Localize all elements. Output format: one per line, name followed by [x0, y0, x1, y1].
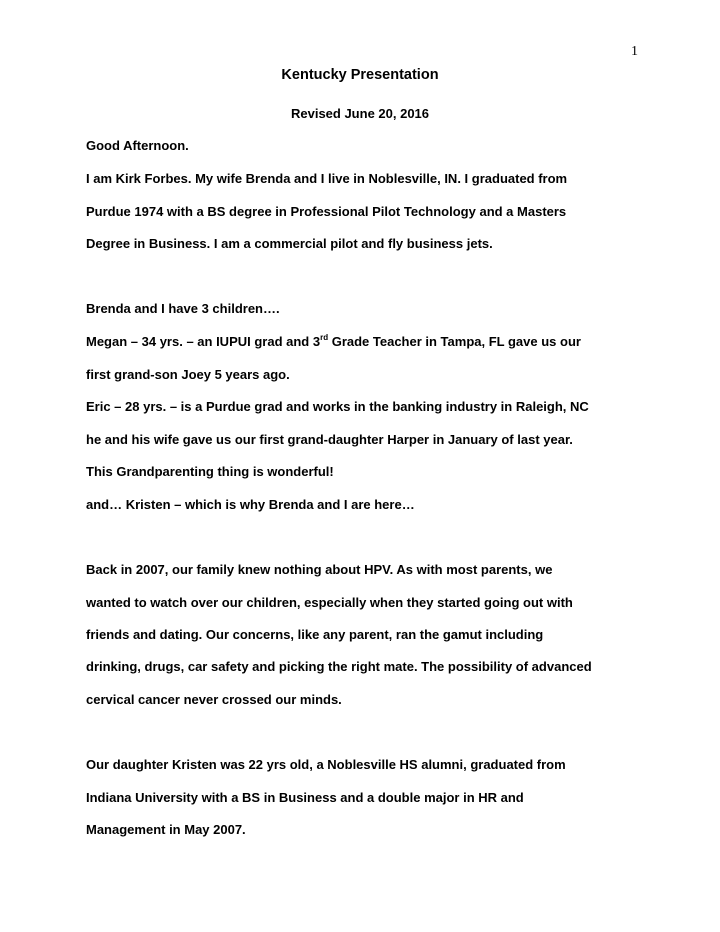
- intro-line-1: I am Kirk Forbes. My wife Brenda and I live in Noblesville, IN. I graduated from: [86, 171, 568, 186]
- eric-line-1: Eric – 28 yrs. – is a Purdue grad and works in the banking industry in Raleigh, NC: [86, 399, 589, 414]
- kristen-line: and… Kristen – which is why Brenda and I are here…: [86, 497, 415, 512]
- kristen-para-line-3: Management in May 2007.: [86, 822, 246, 837]
- eric-line-2: he and his wife gave us our first grand-daughter Harper in January of last year.: [86, 432, 573, 447]
- background-line-2: wanted to watch over our children, especially when they started going out with: [86, 595, 573, 610]
- children-heading: Brenda and I have 3 children….: [86, 301, 280, 316]
- greeting: Good Afternoon.: [86, 138, 189, 153]
- megan-line-2: first grand-son Joey 5 years ago.: [86, 367, 290, 382]
- kristen-para-line-2: Indiana University with a BS in Business and a double major in HR and: [86, 790, 524, 805]
- background-line-4: drinking, drugs, car safety and picking the right mate. The possibility of advanced: [86, 659, 592, 674]
- kristen-para-line-1: Our daughter Kristen was 22 yrs old, a Noblesville HS alumni, graduated from: [86, 757, 566, 772]
- grandparenting-line: This Grandparenting thing is wonderful!: [86, 464, 334, 479]
- background-line-3: friends and dating. Our concerns, like any parent, ran the gamut including: [86, 627, 544, 642]
- intro-line-3: Degree in Business. I am a commercial pilot and fly business jets.: [86, 236, 493, 251]
- document-title: Kentucky Presentation: [281, 67, 439, 83]
- megan-line-1: [86, 334, 581, 350]
- intro-line-2: Purdue 1974 with a BS degree in Professional Pilot Technology and a Masters: [86, 204, 567, 219]
- megan-text-post: Grade Teacher in Tampa, FL gave us our: [328, 334, 581, 349]
- megan-text-pre: Megan – 34 yrs. – an IUPUI grad and 3: [86, 334, 321, 349]
- ordinal-superscript: rd: [320, 332, 329, 342]
- background-line-5: cervical cancer never crossed our minds.: [86, 692, 342, 707]
- document-subtitle: Revised June 20, 2016: [290, 106, 430, 121]
- page-number: 1: [631, 44, 638, 59]
- background-line-1: Back in 2007, our family knew nothing about HPV. As with most parents, we: [86, 562, 553, 577]
